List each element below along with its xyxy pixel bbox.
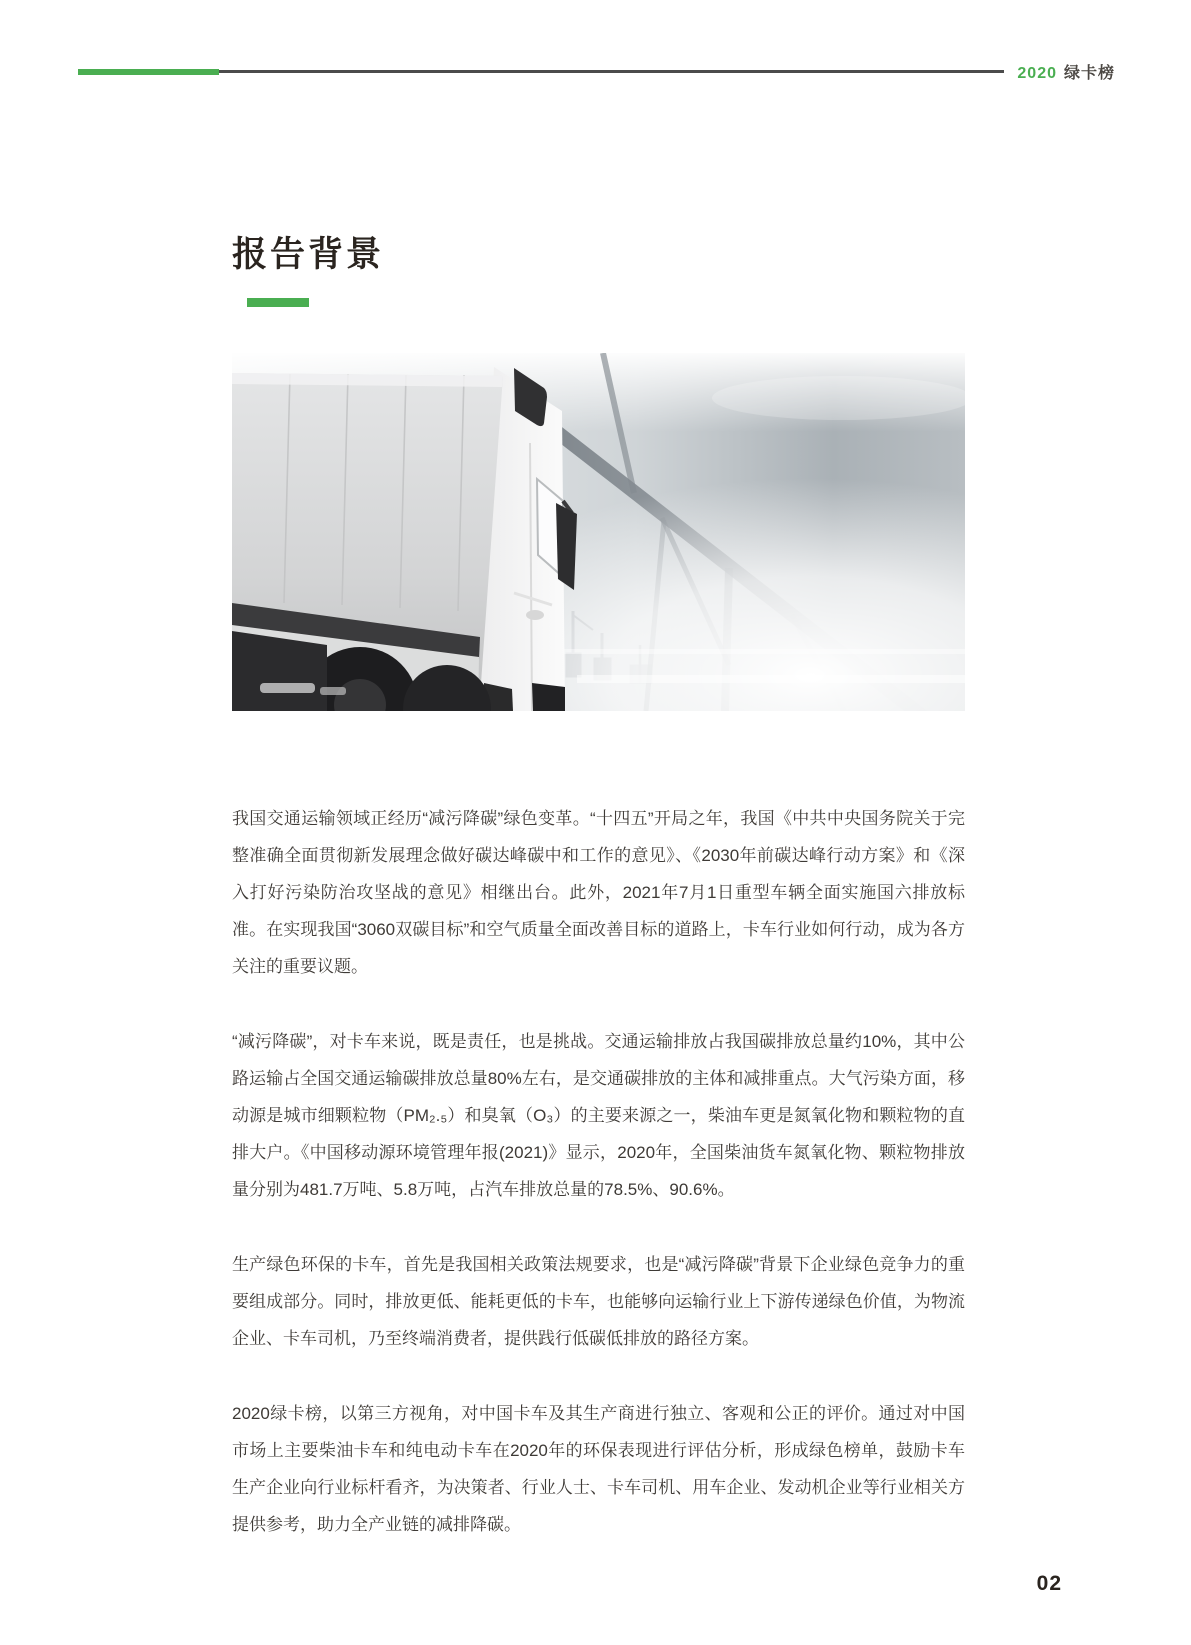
page-header — [78, 60, 1115, 83]
paragraph-3: 生产绿色环保的卡车，首先是我国相关政策法规要求，也是“减污降碳”背景下企业绿色竞争力的重要组成部分。同时，排放更低、能耗更低的卡车，也能够向运输行业上下游传递绿色价值，为物流企业、卡车司机，乃至终端消费者，提供践行低碳低排放的路径方案。 — [232, 1255, 965, 1348]
paragraph-4: 2020绿卡榜，以第三方视角，对中国卡车及其生产商进行独立、客观和公正的评价。通过对中国市场上主要柴油卡车和纯电动卡车在2020年的环保表现进行评估分析，形成绿色榜单，鼓励卡车生产企业向行业标杆看齐，为决策者、行业人士、卡车司机、用车企业、发动机企业等行业相关方提供参考，助力全产业链的减排降碳。 — [232, 1404, 965, 1534]
page-title: 报告背景 — [232, 235, 385, 274]
content-column — [232, 237, 965, 1543]
page-number: 02 — [1036, 1572, 1062, 1595]
paragraph-2: “减污降碳”，对卡车来说，既是责任，也是挑战。交通运输排放占我国碳排放总量约10%，其中公路运输占全国交通运输碳排放总量80%左右，是交通碳排放的主体和减排重点。大气污染方面，移动源是城市细颗粒物（PM₂.₅）和臭氧（O₃）的主要来源之一，柴油车更是氮氧化物和颗粒物的直排大户。《中国移动源环境管理年报(2021)》显示，2020年，全国柴油货车氮氧化物、颗粒物排放量分别为481.7万吨、5.8万吨，占汽车排放总量的78.5%、90.6%。 — [232, 1032, 965, 1199]
header-brand — [1017, 60, 1115, 83]
header-rule-accent — [78, 69, 219, 75]
truck-photo — [232, 353, 965, 711]
truck-bridge-illustration — [232, 353, 965, 711]
header-brand-name: 绿卡榜 — [1063, 65, 1115, 82]
paragraph-1: 我国交通运输领域正经历“减污降碳”绿色变革。“十四五”开局之年，我国《中共中央国务院关于完整准确全面贯彻新发展理念做好碳达峰碳中和工作的意见》、《2030年前碳达峰行动方案》和《深入打好污染防治攻坚战的意见》相继出台。此外，2021年7月1日重型车辆全面实施国六排放标准。在实现我国“3060双碳目标”和空气质量全面改善目标的道路上，卡车行业如何行动，成为各方关注的重要议题。 — [232, 809, 965, 976]
header-year: 2020 — [1017, 65, 1057, 82]
title-accent-bar — [247, 298, 309, 307]
body-text — [232, 800, 965, 1543]
header-rule — [219, 70, 1004, 73]
